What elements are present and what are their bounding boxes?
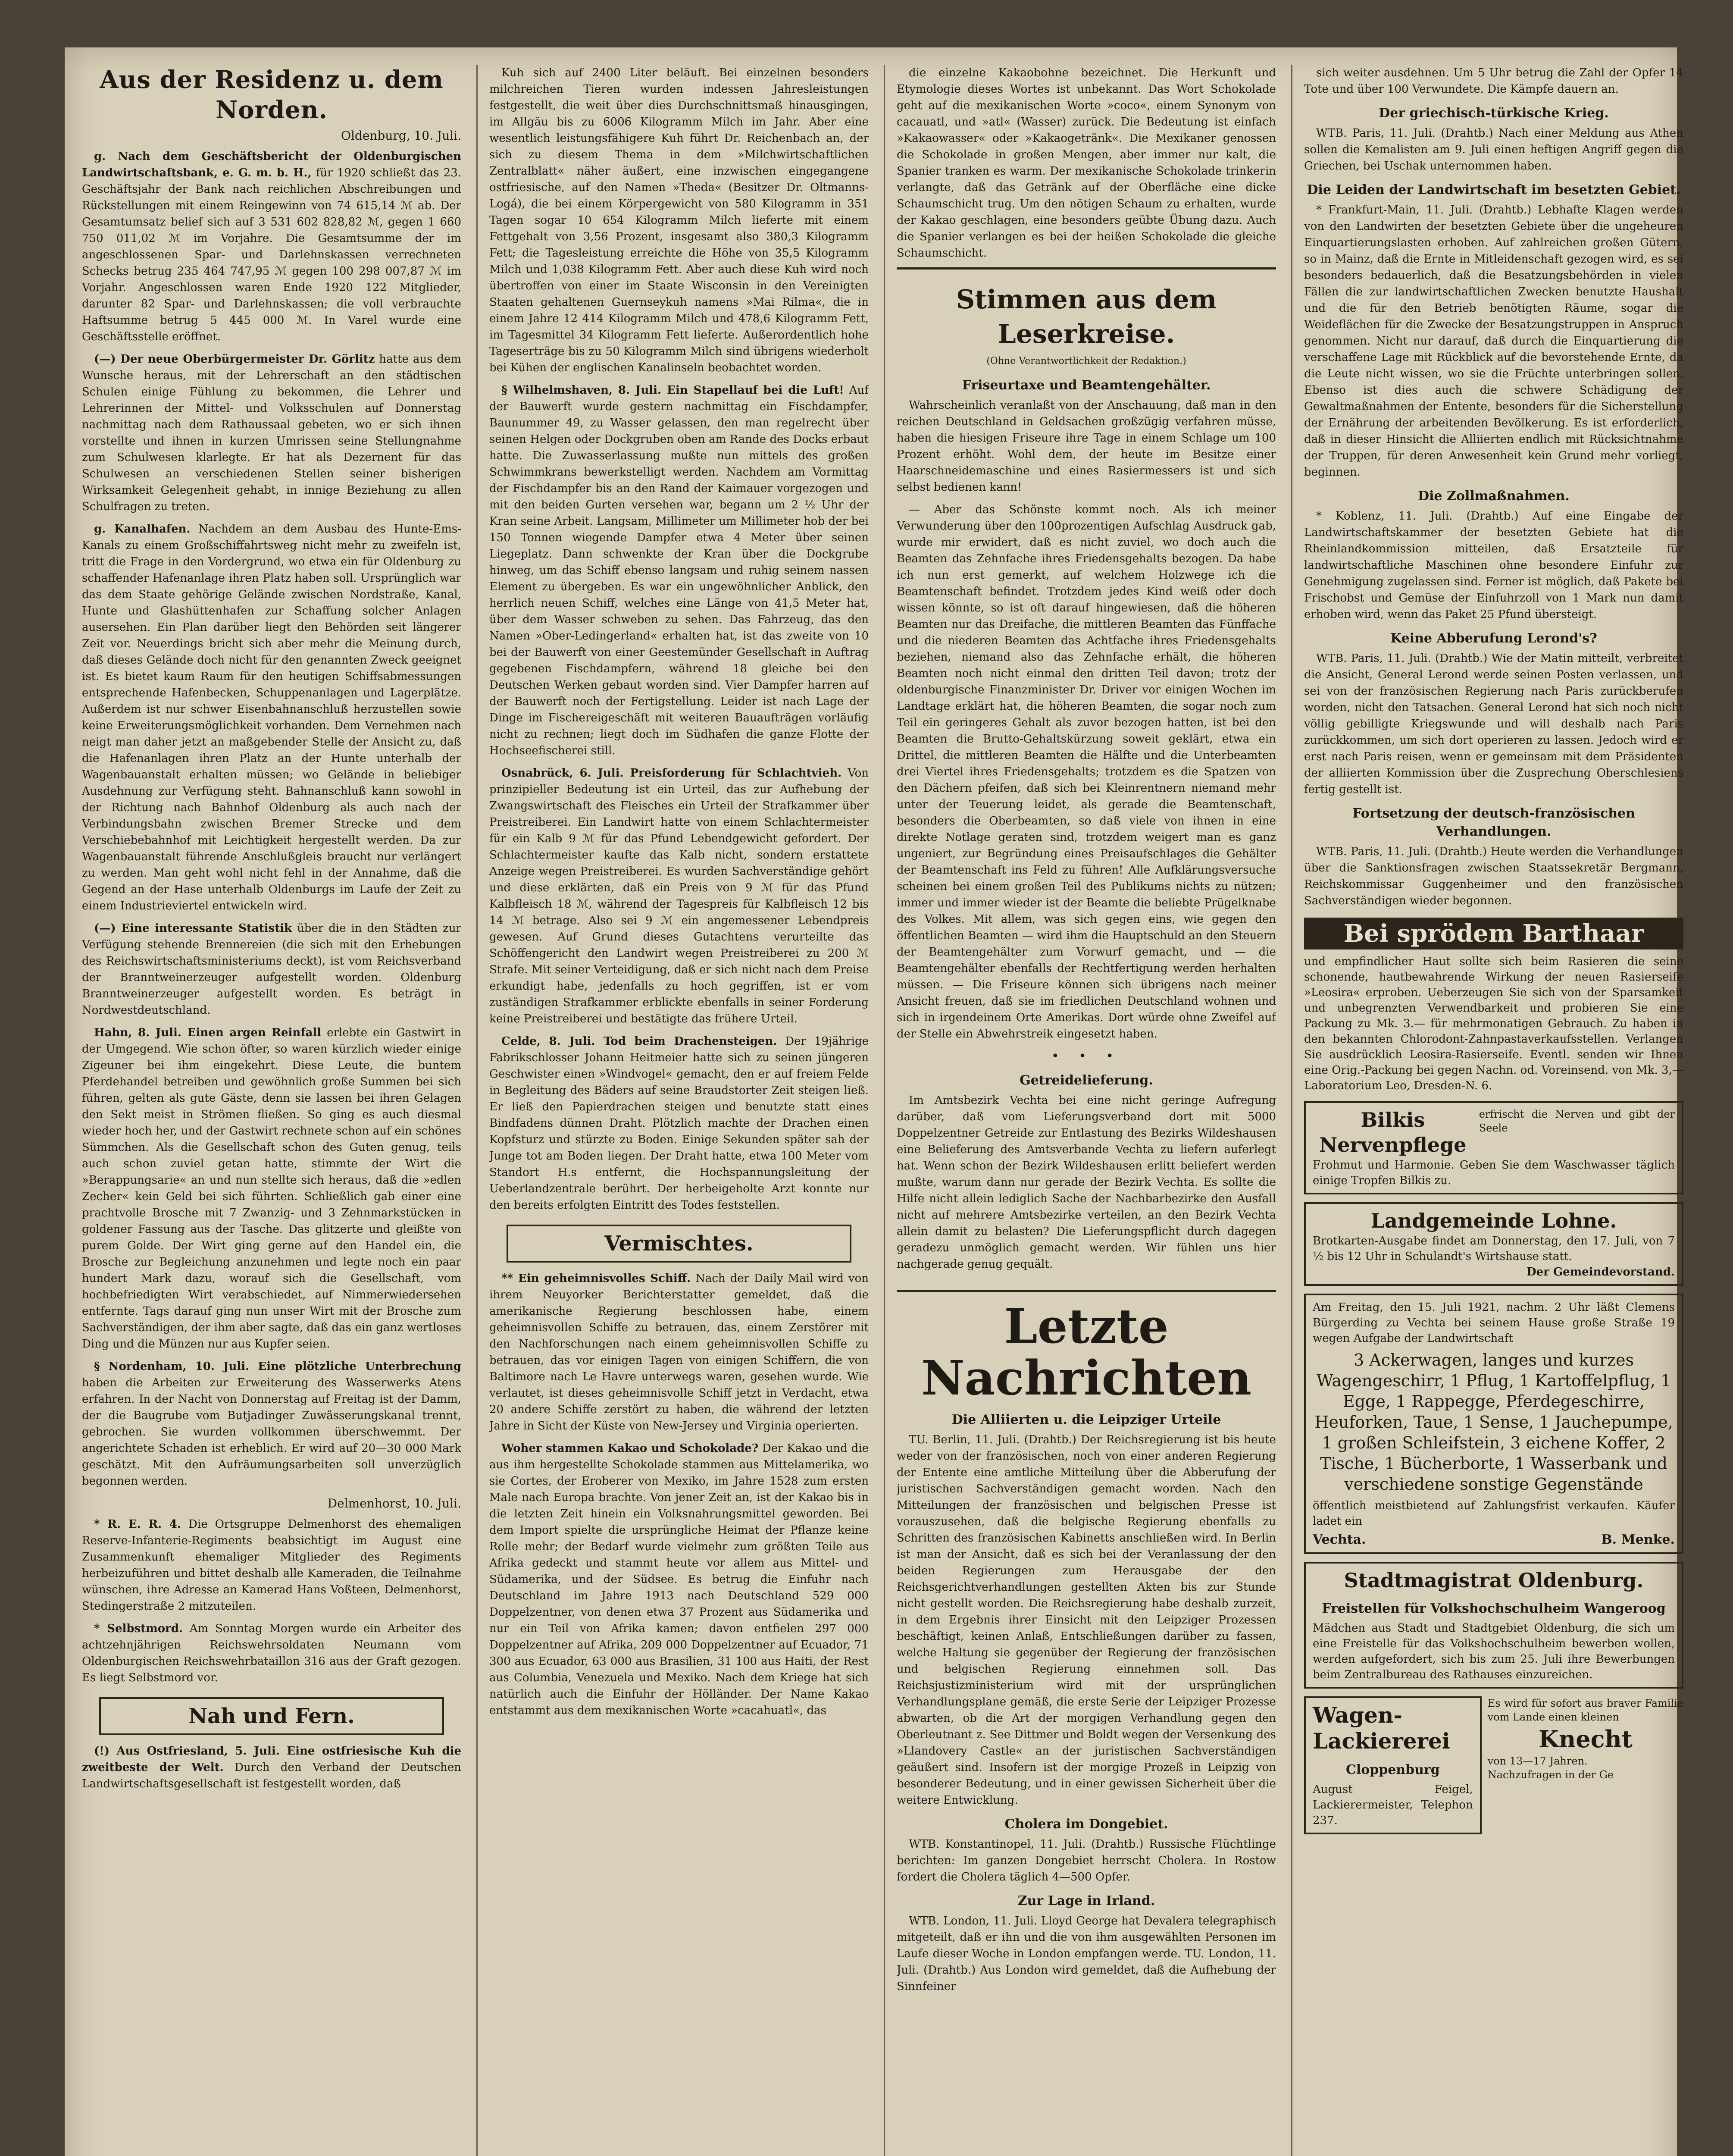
- article-title: g. Nach dem Geschäftsbericht der Oldenburgischen Landwirtschaftsbank, e. G. m. b. H.,: [82, 150, 461, 179]
- section-head-nah-und-fern: Nah und Fern.: [99, 1697, 444, 1735]
- column-4: [1304, 65, 1683, 2156]
- ad-auktion-after: öffentlich meistbietend auf Zahlungsfrist verkaufen. Käufer ladet ein: [1313, 1499, 1675, 1528]
- article-text: — Aber das Schönste kommt noch. Als ich meiner Verwunderung über den 100prozentigen Aufschlag Ausdruck gab, wurde mir erwidert, daß es nicht zuviel, wo doch auch die Beamten das Zehnfache ihres Friedensgehalts bezogen. Da habe ich nun erst gemerkt, auf welchem Holzwege ich die Beamtenschaft befindet. Trotzdem jedes Kind weiß oder doch wissen könnte, so ist oft darauf hingewiesen, daß die höheren Beamten nur das Dreifache, die mittleren Beamten das Fünffache und die niederen Beamten das Achtfache ihres Friedensgehalts beziehen, niemand also das Zehnfache erhält, die höheren Beamten noch nicht einmal den dritten Teil davon; trotz der oldenburgische Finanzminister Dr. Driver vor einigen Wochen im Landtage erklärt hat, die höheren Beamten, die sogar noch zum Teil ein geringeres Gehalt als zuvor bezogen hatten, ist bei den Beamten die Brutto-Gehaltskürzung soweit geklärt, etwa ein Drittel, die mittleren Beamten die Hälfte und die Unterbeamten drei Viertel ihres Friedensgehalts; trotzdem es die Spatzen von den Dächern pfeifen, daß sich bei Kleinrentnern niemand mehr unter der Teuerung leidet, als gerade die Beamtenschaft, besonders die Oberbeamten, so daß viele von ihnen in eine direkte Notlage geraten sind, trotzdem weigert man es ganz ungeniert, zur Begründung eines Preisaufschlages die Gehälter der Beamtenschaft ins Feld zu führen! Alle Aufklärungsversuche scheinen bei einem großen Teil des Publikums nichts zu nützen; immer und immer wieder ist der Beamte die beliebte Prügelknabe des Volkes. Mit allem, was sich gegen eins, wie gegen den öffentlichen Beamten — wird ihm die Hauptschuld an den Steuern der Beamtengehälter zum Vorwurf gemacht, und — die Beamtengehälter ebenfalls der Rechtfertigung werden herhalten müssen. — Die Friseure können sich übrigens nach meiner Ansicht freuen, daß sie im friedlichen Deutschland wohnen und sich in irgendeinem Orte Amerikas. Dort würde ohne Zweifel auf der Stelle ein Abwehrstreik eingesetzt haben.: [897, 503, 1276, 1040]
- ad-magistrat-title: Stadtmagistrat Oldenburg.: [1344, 1569, 1644, 1592]
- dateline-delmenhorst: Delmenhorst, 10. Juli.: [327, 1496, 461, 1510]
- article: [489, 1033, 869, 1213]
- article-text: Durch den Verband der Deutschen Landwirtschaftsgesellschaft ist festgestellt worden, daß: [82, 1761, 461, 1790]
- article: [82, 1025, 461, 1352]
- column-rule: [1291, 65, 1292, 2156]
- article-title: (!) Aus Ostfriesland, 5. Juli. Eine ostfriesische Kuh die zweitbeste der Welt.: [82, 1745, 461, 1774]
- article-text: WTB. Paris, 11. Juli. (Drahtb.) Wie der Matin mitteilt, verbreitet die Ansicht, General Lerond werde seinen Posten verlassen, und sei von der französischen Regierung nach Paris zurückberufen worden, nicht den Tatsachen. General Lerond hat sich noch nicht völlig gebilligte Kriegswunde und will deshalb nach Paris zurückkommen, um sich dort operieren zu lassen. Jedoch wird er erst nach Paris reisen, wenn er gemeinsam mit dem Präsidenten der alliierten Kommission über die Zusprechung Oberschlesiens fertig gestellt ist.: [1304, 652, 1683, 796]
- ad-lohne-text: Brotkarten-Ausgabe findet am Donnerstag, den 17. Juli, von 7 ½ bis 12 Uhr in Schulandt's Wirtshause statt.: [1313, 1235, 1675, 1263]
- article: [489, 765, 869, 1027]
- article-title: § Wilhelmshaven, 8. Juli. Ein Stapellauf bei die Luft!: [501, 384, 844, 397]
- article-title: § Nordenham, 10. Juli. Eine plötzliche Unterbrechung: [94, 1360, 461, 1373]
- article-text: Wahrscheinlich veranlaßt von der Anschauung, daß man in den reichen Deutschland in Geldsachen großzügig verfahren müsse, haben die hiesigen Friseure ihre Tage in einem Schlage um 100 Prozent erhöht. Wohl dem, der heute im Besitze einer Haarschneidemaschine und eines Rasiermessers ist und sich selbst bedienen kann!: [897, 399, 1276, 494]
- article-title: * Selbstmord.: [94, 1622, 183, 1635]
- ad-knecht-title: Knecht: [1539, 1725, 1633, 1753]
- article-text: die einzelne Kakaobohne bezeichnet. Die Herkunft und Etymologie dieses Wortes ist unbekannt. Das Wort Schokolade geht auf die mexikanischen Worte »coco«, einem Synonym von cacauatl, und »atl« (Wasser) zurück. Die Bedeutung ist einfach »Kakaowasser« oder »Kakaogetränk«. Die Mexikaner genossen die Schokolade in großen Mengen, aber immer nur kalt, die Spanier tranken es warm. Der mexikanische Schokolade trinkerin verlangte, daß das Getränk auf der Oberfläche eine dicke Schaumschicht trug. Um den nötigen Schaum zu erhalten, wurde der Kakao geschlagen, eine besonders geübte Übung dazu. Auch die Spanier verlangen es bei der heißen Schokolade die gleiche Schaumschicht.: [897, 66, 1276, 260]
- article-title: * R. E. R. 4.: [94, 1518, 181, 1531]
- article: [82, 351, 461, 515]
- ad-bilkis-side: erfrischt die Nerven und gibt der Seele: [1479, 1108, 1675, 1134]
- article-text: haben die Arbeiten zur Erweiterung des Wasserwerks Atens erfahren. In der Nacht von Donnerstag auf Freitag ist der Damm, der die Baugrube vom Butjadinger Zuwässerungskanal trennt, gebrochen. Sie wurden vollkommen überschwemmt. Der angerichtete Schaden ist erheblich. Er wird auf 20—30 000 Mark geschätzt. Mit den Aufräumungsarbeiten soll unverzüglich begonnen werden.: [82, 1376, 461, 1488]
- article-title: Hahn, 8. Juli. Einen argen Reinfall: [94, 1026, 322, 1039]
- section-head-stimmen: Stimmen aus dem Leserkreise.: [956, 285, 1217, 349]
- article-title: (—) Der neue Oberbürgermeister Dr. Görlitz: [94, 353, 375, 366]
- ad-bilkis-row: [1313, 1107, 1675, 1157]
- ad-lohne-title: Landgemeinde Lohne.: [1370, 1209, 1617, 1232]
- ad-auktion-text: Am Freitag, den 15. Juli 1921, nachm. 2 Uhr läßt Clemens Bürgerding zu Vechta bei seinem Hause große Straße 19 wegen Aufgabe der Landwirtschaft: [1313, 1301, 1675, 1345]
- ad-lohne-sign: Der Gemeindevorstand.: [1527, 1266, 1675, 1279]
- subhead: Fortsetzung der deutsch-französischen Verhandlungen.: [1352, 806, 1635, 839]
- article: [897, 65, 1276, 261]
- section-head-letzte-nachrichten: Letzte Nachrichten: [897, 1290, 1276, 1404]
- ad-wagen-owner: August Feigel, Lackierermeister, Telephon 237.: [1313, 1783, 1473, 1827]
- ad-knecht-text: Es wird für sofort aus braver Familie vom Lande einen kleinen: [1487, 1697, 1683, 1723]
- article: [82, 521, 461, 914]
- ad-magistrat: [1304, 1562, 1683, 1689]
- subhead-friseurtaxe: Friseurtaxe und Beamtengehälter.: [962, 378, 1211, 393]
- ad-bilkis-text: Frohmut und Harmonie. Geben Sie dem Waschwasser täglich einige Tropfen Bilkis zu.: [1313, 1159, 1675, 1187]
- ad-bilkis-title: Bilkis Nervenpflege: [1319, 1108, 1467, 1156]
- ad-wagen: [1304, 1696, 1482, 1834]
- article-text: TU. Berlin, 11. Juli. (Drahtb.) Der Reichsregierung ist bis heute weder von der französischen, noch von einer anderen Regierung der Entente eine amtliche Mitteilung über die Abberufung der juristischen Sachverständigen gemacht worden. Nach den Mitteilungen der französischen und belgischen Presse ist vorauszusehen, daß die belgische Regierung ebenfalls zu Schritten des französischen Kabinetts anschließen wird. In Berlin ist man der Ansicht, daß es sich bei der Veranlassung der den beiden Regierungen zum Herausgabe der den Reichsgerichtverhandlungen gestellten Akten bis zur Stunde nicht gestellt worden. Die Reichsregierung habe deshalb zurzeit, in dem Ergebnis ihrer Einsicht mit den Leipziger Prozessen beschäftigt, keinen Anlaß, Entschließungen darüber zu fassen, welche Haltung sie gegenüber der Regierung der französischen und belgischen Regierung einnehmen soll. Das Reichsjustizministerium wird mit der ursprünglichen Verhandlungsplane gemäß, die erste Serie der Leipziger Prozesse abwarten, ob die Art der morgigen Verhandlung gegen den Oberleutnant z. See Dittmer und Boldt wegen der Versenkung des »Llandovery Castle« an der juristischen Sachverständigen geäußert sind. Insofern ist der morgige Prozeß in Leipzig von besonderer Bedeutung, und in einer gewissen Sicherheit über die weitere Entwicklung.: [897, 1433, 1276, 1807]
- article-title: ** Ein geheimnisvolles Schiff.: [501, 1272, 691, 1285]
- article-text: * Frankfurt-Main, 11. Juli. (Drahtb.) Lebhafte Klagen werden von den Landwirten der besetzten Gebiete über die ungeheuren Einquartierungslasten erhoben. Auf zahlreichen großen Gütern, so in Mainz, daß die Ernte in Mitleidenschaft gezogen wird, es sei besonders bedauerlich, daß die Besatzungsbehörden in vielen Fällen die zur landwirtschaftlichen Zwecken benutzte Haushalt und die für den Betrieb benötigten Räume, sogar die Weideflächen für die Zwecke der Besatzungstruppen in Anspruch genommen. Nicht nur darauf, daß durch die Einquartierung die verschaffene Lage mit Rückblick auf die bevorstehende Ernte, da die Leute nicht wissen, wo sie die Früchte unterbringen sollen. Ebenso ist dies auch die schwere Schädigung der Gewaltmaßnahmen der Entente, besonders für die Sicherstellung der Ernährung der arbeitenden Bevölkerung. Es ist erforderlich, daß in dieser Hinsicht die Alliierten endlich mit Rücksichtnahme der Truppen, für deren Anwesenheit kein Grund mehr vorliegt, beginnen.: [1304, 204, 1683, 479]
- ad-barthaar-text: und empfindlicher Haut sollte sich beim Rasieren die seine schonende, hautbewahrende Wirkung der neuen Rasierseife »Leosira« erproben. Ueberzeugen Sie sich von der Sparsamkeit und unbegrenzten Verwendbarkeit und probieren Sie eine Packung zu Mk. 3.— für mehrmonatigen Gebrauch. Zu haben in den bekannten Chlorodont-Zahnpastaverkaufsstellen. Verlangen Sie ausdrücklich Leosira-Rasierseife. Eventl. senden wir Ihnen eine Orig.-Packung bei gegen Nachn. od. Voreinsend. von Mk. 3,— Laboratorium Leo, Dresden-N. 6.: [1304, 955, 1683, 1092]
- ad-magistrat-text: Mädchen aus Stadt und Stadtgebiet Oldenburg, die sich um eine Freistelle für das Volkshochschulheim bewerben wollen, werden aufgefordert, sich bis zum 25. Juli ihre Bewerbungen beim Zentralbureau des Rathauses einzureichen.: [1313, 1622, 1675, 1681]
- section-head-residenz: Aus der Residenz u. dem Norden.: [100, 66, 444, 124]
- subhead: Die Leiden der Landwirtschaft im besetzten Gebiet.: [1307, 182, 1681, 197]
- article: [489, 382, 869, 759]
- column-1: [82, 65, 461, 2156]
- article-text: Der 19jährige Fabrikschlosser Johann Heitmeier hatte sich zu seinen jüngeren Geschwister einen »Windvogel« gemacht, den er auf freiem Felde in Begleitung des Bäders auf seine Braudstorter Zeit steigen ließ. Er ließ den Papierdrachen steigen und benutzte statt eines Bindfadens dünnen Draht. Plötzlich machte der Drachen einen Kopfsturz und stürzte zu Boden. Einige Sekunden später sah der Junge tot am Boden liegen. Der Draht hatte, etwa 100 Meter vom Standort H.s entfernt, die Hochspannungsleitung der Ueberlandzentrale berührt. Der herbeigeholte Arzt konnte nur den bereits erfolgten Eintritt des Todes feststellen.: [489, 1035, 869, 1212]
- divider: [897, 267, 1276, 270]
- ad-auktion-place: Vechta.: [1313, 1532, 1366, 1547]
- ad-wagen-title: Wagen-Lackiererei: [1313, 1702, 1450, 1754]
- article-text: WTB. Paris, 11. Juli. (Drahtb.) Heute werden die Verhandlungen über die Sanktionsfragen zwischen Staatssekretär Bergmann, Reichskommissar Guggenheimer und den französischen Sachverständigen wieder begonnen.: [1304, 845, 1683, 907]
- article-text: Nach der Daily Mail wird von ihrem Neuyorker Berichterstatter gemeldet, daß die amerikanische Regierung beschlossen habe, einem geheimnisvollen Schiffe zu betrauen, das, einem Zerstörer mit den Nachforschungen nach einem geheimnisvollen Schiffe zu betrauen, das vor einigen Tagen von einigen Schiffern, die von Baltimore nach Le Havre unterwegs waren, gesehen wurde. Wie verlautet, ist dieses geheimnisvolle Schiff jetzt in Verdacht, etwa 20 andere Schiffe zerstört zu haben, die während der letzten Jahre in Sicht der Küste von New-Jersey und Virginia operierten.: [489, 1272, 869, 1432]
- subhead-getreide: Getreidelieferung.: [1020, 1073, 1153, 1088]
- article-title: Woher stammen Kakao und Schokolade?: [501, 1442, 759, 1455]
- article: [82, 1743, 461, 1792]
- column-rule: [476, 65, 478, 2156]
- subhead-cholera: Cholera im Dongebiet.: [1004, 1817, 1168, 1832]
- ad-auktion-items: 3 Ackerwagen, langes und kurzes Wagengeschirr, 1 Pflug, 1 Kartoffelpflug, 1 Egge, 1 Rappegge, Pferdegeschirre, Heuforken, Taue, 1 Sense, 1 Jauchepumpe, 1 großen Schleifstein, 3 eichene Koffer, 2 Tische, 1 Bücherborte, 1 Wasserbank und verschiedene sonstige Gegenstände: [1314, 1351, 1673, 1494]
- editorial-note: (Ohne Verantwortlichkeit der Redaktion.): [986, 356, 1186, 367]
- article: [489, 65, 869, 376]
- article-title: Celde, 8. Juli. Tod beim Drachensteigen.: [501, 1035, 777, 1048]
- article-text: hatte aus dem Wunsche heraus, mit der Lehrerschaft an den städtischen Schulen einige Fühlung zu bekommen, die Lehrer und Lehrerinnen der Mittel- und Volksschulen auf Donnerstag nachmittag nach dem Rathaussaal gebeten, wo er sich ihnen vorstellte und ihnen in kurzen Umrissen seine Stellungnahme zum Schulwesen klarlegte. Er hat als Dezernent für das Schulwesen an verschiedenen Stellen seiner bisherigen Wirksamkeit Gelegenheit gehabt, in innige Beziehung zu allen Schulfragen zu treten.: [82, 353, 461, 513]
- ad-knecht: [1488, 1696, 1683, 1782]
- ad-auktion: [1304, 1294, 1683, 1554]
- ad-magistrat-subtitle: Freistellen für Volkshochschulheim Wangeroog: [1322, 1601, 1666, 1616]
- article-text: für 1920 schließt das 23. Geschäftsjahr der Bank nach reichlichen Abschreibungen und Rückstellungen mit einem Reingewinn von 74 615,14 ℳ ab. Der Gesamtumsatz belief sich auf 3 531 602 828,82 ℳ, gegen 1 660 750 011,02 ℳ im Vorjahre. Die Gesamtsumme der im angeschlossenen Spar- und Darlehnskassen verrechneten Schecks betrug 235 464 747,95 ℳ gegen 100 298 007,87 ℳ im Vorjahr. Angeschlossen waren Ende 1920 122 Mitglieder, darunter 82 Spar- und Darlehnskassen; die voll verbrauchte Haftsumme betrug 5 445 000 ℳ. In Varel wurde eine Geschäftsstelle eröffnet.: [82, 166, 461, 343]
- dateline-oldenburg: Oldenburg, 10. Juli.: [341, 128, 461, 143]
- subhead-irland: Zur Lage in Irland.: [1017, 1893, 1155, 1908]
- article-text: Die Ortsgruppe Delmenhorst des ehemaligen Reserve-Infanterie-Regiments beabsichtigt im August eine Zusammenkunft ehemaliger Mitglieder des Regiments herbeizuführen und bittet deshalb alle Kameraden, die Teilnahme wünschen, ihre Adresse an Kamerad Hans Voßteen, Delmenhorst, Stedingerstraße 2 mitzuteilen.: [82, 1518, 461, 1613]
- subhead-alliierten: Die Alliierten u. die Leipziger Urteile: [951, 1412, 1221, 1427]
- article-text: WTB. London, 11. Juli. Lloyd George hat Devalera telegraphisch mitgeteilt, daß er ihn und die von ihm ausgewählten Personen im Laufe dieser Woche in London empfangen werde. TU. London, 11. Juli. (Drahtb.) Aus London wird gemeldet, daß die Aufhebung der Sinnfeiner: [897, 1915, 1276, 1993]
- article-text: Im Amtsbezirk Vechta bei eine nicht geringe Aufregung darüber, daß vom Lieferungsverband dort mit 5000 Doppelzentner Getreide zur Entlastung des Bezirks Wildeshausen eine Belieferung des Amtsverbande Vechta zu liefern auferlegt hat. Wenn schon der Bezirk Wildeshausen erlitt beliefert werden mußte, warum dann nur gerade der Bezirk Vechta. Es sollte die Hilfe nicht allein lediglich Sache der Nachbarbezirke den Ausfall nicht auf mehrere Amtsbezirke verteilen, an den Bezirk Vechta allein damit zu belasten? Die Lieferungspflicht durch dagegen geradezu unmöglich gemacht werden. Wir fühlen uns hier nachgerade genug gequält.: [897, 1094, 1276, 1271]
- article-text: Kuh sich auf 2400 Liter beläuft. Bei einzelnen besonders milchreichen Tieren wurden indessen Jahresleistungen festgestellt, die weit über dies Durchschnittsmaß hinausgingen, im Allgäu bis zu 6006 Kilogramm Milch im Jahr. Aber eine wesentlich leistungsfähigere Kuh führt Dr. Reichenbach an, der sich zu diesem Thema in dem »Milchwirtschaftlichen Zentralblatt« näher äußert, eine inzwischen eingegangene ostfriesische, auf den Namen »Theda« (Besitzer Dr. Oltmanns-Logá), die bei einem Körpergewicht von 580 Kilogramm in 351 Tagen sogar 10 654 Kilogramm Milch lieferte mit einem Fettgehalt von 3,56 Prozent, insgesamt also 380,3 Kilogramm Fett; die Tagesleistung erreichte die Höhe von 35,5 Kilogramm Milch und 1,038 Kilogramm Fett. Aber auch diese Kuh wird noch übertroffen von einer im Staate Wisconsin in den Vereinigten Staaten gehaltenen Guernseykuh namens »Mai Rilma«, die in einem Jahre 12 414 Kilogramm Milch und 478,6 Kilogramm Fett, im Tagesmittel 34 Kilogramm Fett lieferte. Außerordentlich hohe Tageserträge bis zu 50 Kilogramm Milch sind übrigens wiederholt bei Kühen der englischen Kanalinseln beobachtet worden.: [489, 66, 869, 374]
- ad-bilkis: [1304, 1101, 1683, 1194]
- ad-row-bottom: [1304, 1696, 1683, 1834]
- newspaper-page: [65, 47, 1683, 2156]
- subhead: Der griechisch-türkische Krieg.: [1379, 106, 1609, 121]
- article-text: erlebte ein Gastwirt in der Umgegend. Wie schon öfter, so waren kürzlich wieder einige Zigeuner bei ihm eingekehrt. Diese Leute, die buntem Pferdehandel betreiben und gewöhnlich große Summen bei sich führen, gelten als gute Gäste, denn sie lassen bei ihren Gelagen den Sekt meist in Strömen fließen. So ging es auch diesmal wieder hoch her, und der Gastwirt rechnete schon auf ein schönes Sümmchen. Als die Gesellschaft schon des Guten genug, teils auch schon zuviel getan hatte, stimmte der Wirt die »Berappungsarie« an und nun stellte sich heraus, daß die »edlen Zecher« kein Geld bei sich führten. Schließlich gab einer eine prachtvolle Brosche mit 7 Zwanzig- und 3 Zehnmarkstücken in goldener Fassung aus der Tasche. Das glitzerte und gleißte von purem Golde. Der Wirt ging gerne auf den Handel ein, die Brosche zur Begleichung anzunehmen und legte noch ein paar hundert Mark dazu, worauf sich die Gesellschaft, vom hochbefriedigten Wirt verabschiedet, auf Nimmerwiedersehen entfernte. Tags darauf ging nun unser Wirt mit der Brosche zum Sachverständigen, der ihm aber sagte, daß das ein ganz wertloses Ding und die Münzen nur aus Kupfer seien.: [82, 1026, 461, 1351]
- article-text: sich weiter ausdehnen. Um 5 Uhr betrug die Zahl der Opfer 14 Tote und über 100 Verwundete. Die Kämpfe dauern an.: [1304, 66, 1683, 96]
- columns: [82, 65, 1683, 2156]
- article-text: WTB. Konstantinopel, 11. Juli. (Drahtb.) Russische Flüchtlinge berichten: Im ganzen Dongebiet herrscht Cholera. In Rostow fordert die Cholera täglich 4—500 Opfer.: [897, 1838, 1276, 1883]
- ad-auktion-sign: [1313, 1532, 1675, 1548]
- article-text: Der Kakao und die aus ihm hergestellte Schokolade stammen aus Mittelamerika, wo sie Cortes, der Eroberer von Mexiko, im Jahre 1528 zum ersten Male nach Europa brachte. Von jener Zeit an, ist der Kakao bis in die letzten Zeit hinein ein Volksnahrungsmittel geworden. Bei dem Import spielte die ursprüngliche Heimat der Pflanze keine Rolle mehr; der Bedarf wurde vielmehr zum größten Teile aus Afrika gedeckt und stammt heute vor allem aus Mittel- und Südamerika, und der Südsee. Es betrug die Einfuhr nach Deutschland im Jahre 1913 nach Deutschland 529 000 Doppelzentner, von denen etwa 37 Prozent aus Südamerika und nur ein Teil von Afrika kamen; davon entfielen 297 000 Doppelzentner auf Afrika, 209 000 Doppelzentner auf Ecuador, 71 300 aus Ecuador, 63 000 aus Brasilien, 31 100 aus Haiti, der Rest aus Columbia, Venezuela und Mexiko. Nach dem Kriege hat sich natürlich auch die Einfuhr der Hölländer. Der Name Kakao entstammt aus dem mexikanischen Worte »cacahuatl«, das: [489, 1442, 869, 1717]
- article-text: Von prinzipieller Bedeutung ist ein Urteil, das zur Aufhebung der Zwangswirtschaft des Fleisches ein Urteil der Strafkammer über Preistreiberei. Ein Landwirt hatte von einem Schlachtermeister für ein Kalb 9 ℳ für das Pfund Lebendgewicht gefordert. Der Schlachtermeister kaufte das Kalb nicht, sondern erstattete Anzeige wegen Preistreiberei. Es wurden Sachverständige gehört und diese erklärten, daß ein Preis von 9 ℳ für das Pfund Kalbfleisch 18 ℳ, während der Tagespreis für Kalbfleisch 12 bis 14 ℳ betrage. Also sei 9 ℳ ein angemessener Lebendpreis gewesen. Auf Grund dieses Gutachtens verurteilte das Schöffengericht den Landwirt wegen Preistreiberei zu 200 ℳ Strafe. Mit seiner Verteidigung, daß er sich nicht nach dem Preise erkundigt habe, jedenfalls zu hoch gegriffen, ist er vom zuständigen Strafkammer erblickte ebenfalls in seiner Forderung keine Preistreiberei und bestätigte das frühere Urteil.: [489, 767, 869, 1025]
- column-rule: [884, 65, 885, 2156]
- article-text: WTB. Paris, 11. Juli. (Drahtb.) Nach einer Meldung aus Athen sollen die Kemalisten am 9. Juli einen heftigen Angriff gegen die Griechen, bei Uschak unternommen haben.: [1304, 127, 1683, 172]
- article-text: über die in den Städten zur Verfügung stehende Brennereien (die sich mit den Erhebungen des Reichswirtschaftsministeriums deckt), ist vom Reichsverband der Branntweinerzeuger aufgestellt worden. Oldenburg Branntweinerzeuger aufgestellt worden. Es beträgt in Nordwestdeutschland.: [82, 922, 461, 1017]
- ad-wagen-place: Cloppenburg: [1345, 1762, 1440, 1777]
- ad-lohne: [1304, 1202, 1683, 1286]
- divider-dots: • • •: [1051, 1049, 1122, 1064]
- ad-knecht-footer: Nachzufragen in der Ge: [1487, 1769, 1614, 1781]
- column-3: [897, 65, 1276, 2156]
- article-text: * Koblenz, 11. Juli. (Drahtb.) Auf eine Eingabe der Landwirtschaftskammer der besetzten Gebiete hat die Rheinlandkommission mitteilen, daß Ersatzteile für landwirtschaftliche Maschinen ohne besondere Einfuhr zur Genehmigung zugelassen sind. Ferner ist möglich, daß Pakete bei Frischobst und Gemüse der Einfuhrzoll von 1 Mark nun damit erhoben wird, wenn das Paket 25 Pfund übersteigt.: [1304, 510, 1683, 621]
- subhead: Keine Abberufung Lerond's?: [1390, 631, 1597, 646]
- article: [82, 920, 461, 1018]
- article-text: Am Sonntag Morgen wurde ein Arbeiter des achtzehnjährigen Reichswehrsoldaten Neumann vom Oldenburgischen Reichswehrbataillon 316 aus der Graft gezogen. Es liegt Selbstmord vor.: [82, 1622, 461, 1684]
- article-title: g. Kanalhafen.: [94, 523, 191, 536]
- article: [82, 1358, 461, 1489]
- ad-auktion-name: B. Menke.: [1601, 1532, 1675, 1547]
- section-head-vermischtes: Vermischtes.: [507, 1225, 851, 1263]
- article-title: (—) Eine interessante Statistik: [94, 922, 292, 935]
- article: [82, 148, 461, 345]
- article-title: Osnabrück, 6. Juli. Preisforderung für Schlachtvieh.: [501, 767, 842, 780]
- ad-knecht-age: von 13—17 Jahren.: [1487, 1755, 1588, 1767]
- subhead: Die Zollmaßnahmen.: [1418, 489, 1570, 504]
- article: [489, 1270, 869, 1434]
- ad-barthaar-title: Bei sprödem Barthaar: [1304, 918, 1683, 950]
- column-2: [489, 65, 869, 2156]
- article-text: Nachdem an dem Ausbau des Hunte-Ems-Kanals zu einem Großschiffahrtsweg nicht mehr zu zweifeln ist, tritt die Frage in den Vordergrund, wo etwa ein für Oldenburg zu schaffender Hafenanlage ihren Platz haben soll. Ursprünglich war das dem Staate gehörige Gelände zwischen Nordstraße, Kanal, Hunte und Glashüttenhafen zur Schaffung solcher Anlagen ausersehen. Ein Plan darüber liegt den Behörden seit längerer Zeit vor. Neuerdings bricht sich aber mehr die Meinung durch, daß dieses Gelände doch nicht für den genannten Zweck geeignet ist. Es bietet kaum Raum für den heutigen Schiffsabmessungen entsprechende Hafenbecken, Schuppenanlagen und Lagerplätze. Außerdem ist nur schwer Eisenbahnanschluß herzustellen sowie keine Erweiterungsmöglichkeit vorhanden. Dem Vernehmen nach neigt man daher jetzt an maßgebender Stelle der Ansicht zu, daß die Hafenanlagen ihren Platz an der Hunte unterhalb der Wagenbauanstalt erhalten müssen; wo Gelände in beliebiger Ausdehnung zur Verfügung steht. Bahnanschluß kann sowohl in der Richtung nach Bahnhof Oldenburg als auch nach der Verbindungsbahn zwischen Bremer Strecke und dem Verschiebebahnhof mit Leichtigkeit hergestellt werden. Da zur Wagenbauanstalt führende Anschlußgleis braucht nur verlängert zu werden. Man geht wohl nicht fehl in der Annahme, daß die Gegend an der Hase unterhalb Oldenburgs im Laufe der Zeit zu einem Industrieviertel entwickeln wird.: [82, 523, 461, 912]
- article: [489, 1440, 869, 1719]
- article-text: Auf der Bauwerft wurde gestern nachmittag ein Fischdampfer, Baunummer 49, zu Wasser gelassen, den man regelrecht über seinen Helgen oder Dockgruben oben am Rande des Docks erbaut hatte. Die Zuwasserlassung mußte nun mittels des großen Schwimmkrans bewerkstelligt werden. Nachdem am Vormittag der Fischdampfer bis an den Rand der Kaimauer vorgezogen und mit den beiden Gurten versehen war, begann um 2 ½ Uhr der Kran seine Arbeit. Langsam, Millimeter um Millimeter hob der bei 150 Tonnen wiegende Dampfer etwa 4 Meter über seinen Liegeplatz. Dann schwenkte der Kran über die Dockgrube hinweg, um das Schiff ebenso langsam und ruhig seinem nassen Element zu übergeben. Es war ein ungewöhnlicher Anblick, den herrlich neuen Schiff, welches eine Länge von 41,5 Meter hat, über dem Wasser schweben zu sehen. Das Fahrzeug, das den Namen »Ober-Ledingerland« erhalten hat, ist das zweite von 10 bei der Bauwerft von einer Geestemünder Gesellschaft in Auftrag gegebenen Fischdampfern, während 18 gleiche bei den Deutschen Werken gebaut worden sind. Vier Dampfer harren auf der Bauwerft noch der Fertigstellung. Leider ist nach Lage der Dinge im Fischereigeschäft mit weiteren Bauaufträgen vorläufig nicht zu rechnen; liegt doch im Südhafen die ganze Flotte der Hochseefischerei still.: [489, 384, 869, 757]
- article: [82, 1620, 461, 1686]
- article: [82, 1516, 461, 1614]
